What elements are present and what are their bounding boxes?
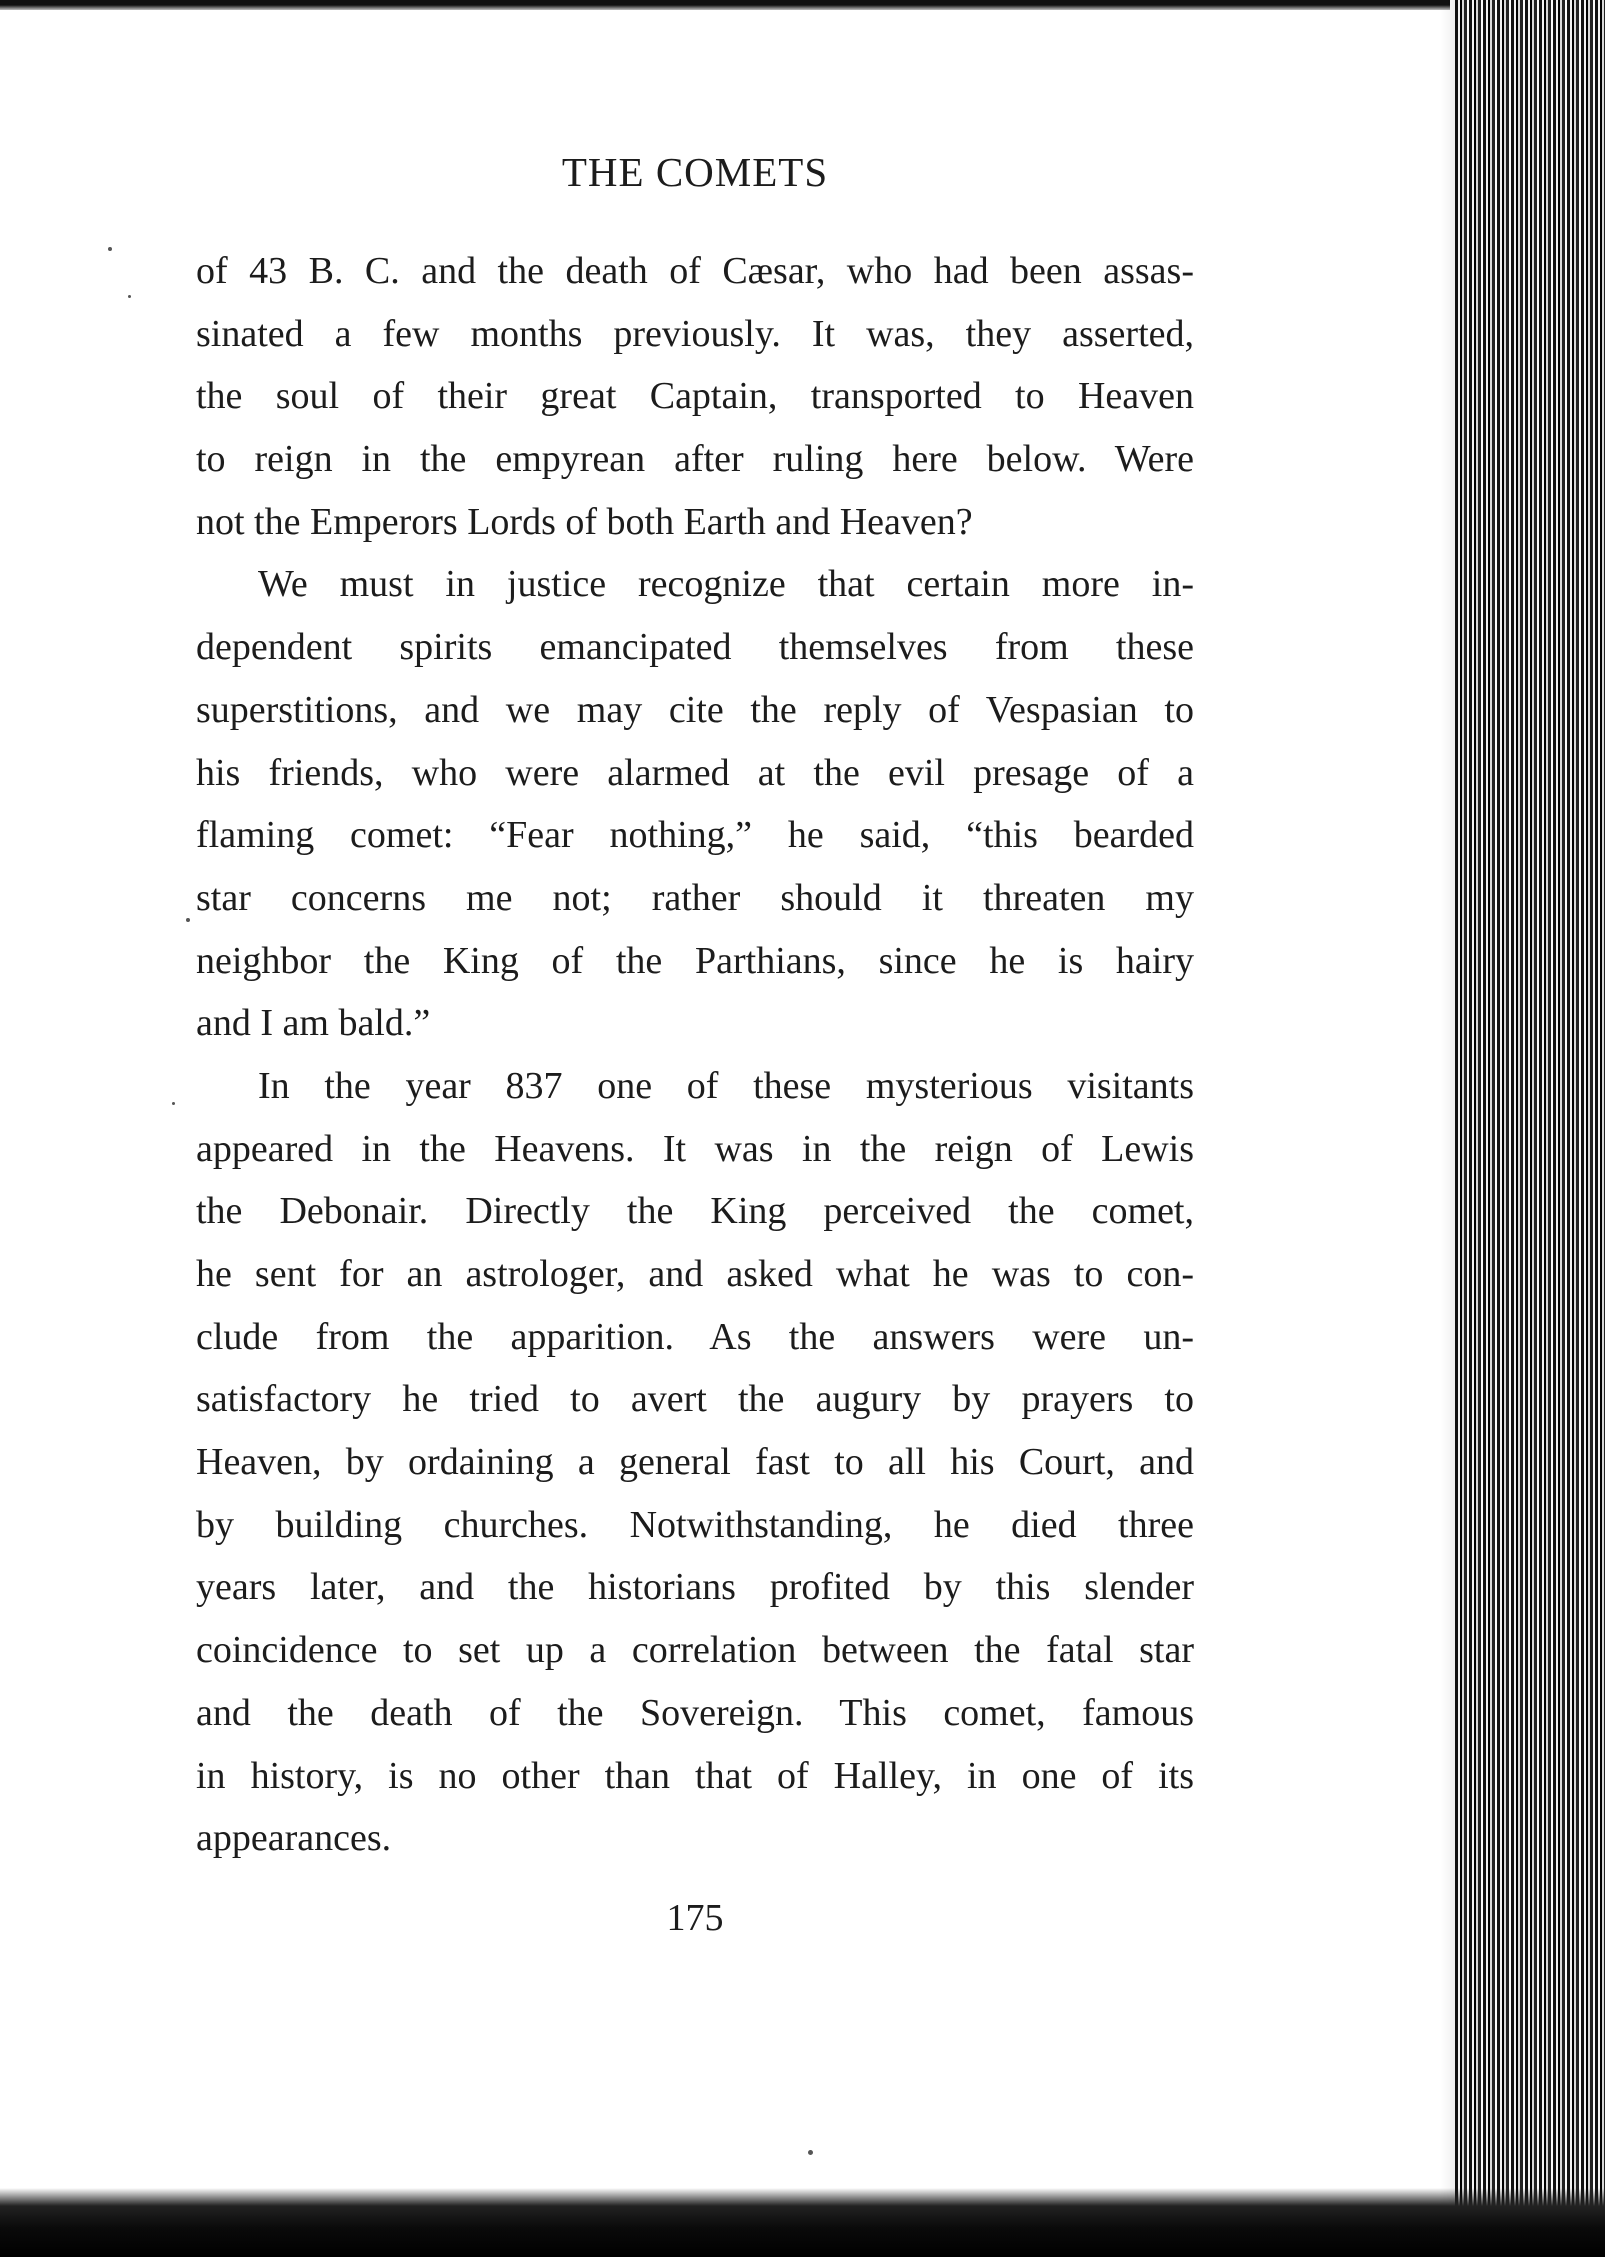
text-line: not the Emperors Lords of both Earth and Heaven? xyxy=(196,500,973,543)
text-line: superstitions, and we may cite the reply of Vespasian to xyxy=(196,688,1194,731)
text-line: his friends, who were alarmed at the evil presage of a xyxy=(196,751,1194,794)
text-line: In the year 837 one of these mysterious visitants xyxy=(258,1064,1194,1107)
text-line: and I am bald.” xyxy=(196,1002,431,1045)
page-number: 175 xyxy=(666,1897,724,1939)
text-line: by building churches. Notwithstanding, he died three xyxy=(196,1503,1194,1546)
text-line: neighbor the King of the Parthians, since he is hairy xyxy=(196,939,1194,982)
scan-speck xyxy=(808,2150,813,2155)
text-line: Heaven, by ordaining a general fast to all his Court, and xyxy=(196,1441,1194,1484)
text-line: We must in justice recognize that certain more in- xyxy=(258,563,1194,606)
running-head: THE COMETS xyxy=(561,149,829,195)
scan-speck xyxy=(128,295,131,298)
text-line: the Debonair. Directly the King perceived the comet, xyxy=(196,1190,1194,1233)
text-line: coincidence to set up a correlation between the fatal star xyxy=(196,1629,1194,1672)
text-line: in history, is no other than that of Halley, in one of its xyxy=(196,1754,1194,1797)
scan-bottom-edge xyxy=(0,2188,1605,2257)
text-line: satisfactory he tried to avert the augury by prayers to xyxy=(196,1378,1194,1421)
text-line: of 43 B. C. and the death of Cæsar, who had been assas- xyxy=(196,250,1194,292)
text-line: dependent spirits emancipated themselves from these xyxy=(196,626,1194,669)
text-line: sinated a few months previously. It was, they asserted, xyxy=(196,312,1194,355)
body-text xyxy=(196,240,1194,1870)
scan-speck xyxy=(108,247,112,251)
scan-speck xyxy=(172,1102,175,1105)
text-line: years later, and the historians profited by this slender xyxy=(196,1566,1194,1609)
page-edge-stack xyxy=(1455,0,1605,2257)
text-line: clude from the apparition. As the answers were un- xyxy=(196,1315,1194,1358)
text-line: to reign in the empyrean after ruling here below. Were xyxy=(196,438,1194,481)
text-line: appearances. xyxy=(196,1817,392,1860)
text-line: star concerns me not; rather should it threaten my xyxy=(196,876,1194,919)
scan-top-edge xyxy=(0,0,1450,10)
text-line: flaming comet: “Fear nothing,” he said, “this bearded xyxy=(196,814,1194,857)
text-line: the soul of their great Captain, transported to Heaven xyxy=(196,375,1194,418)
text-line: he sent for an astrologer, and asked what he was to con- xyxy=(196,1253,1194,1295)
text-line: and the death of the Sovereign. This comet, famous xyxy=(196,1691,1194,1734)
text-line: appeared in the Heavens. It was in the reign of Lewis xyxy=(196,1127,1194,1170)
scan-speck xyxy=(186,918,190,922)
